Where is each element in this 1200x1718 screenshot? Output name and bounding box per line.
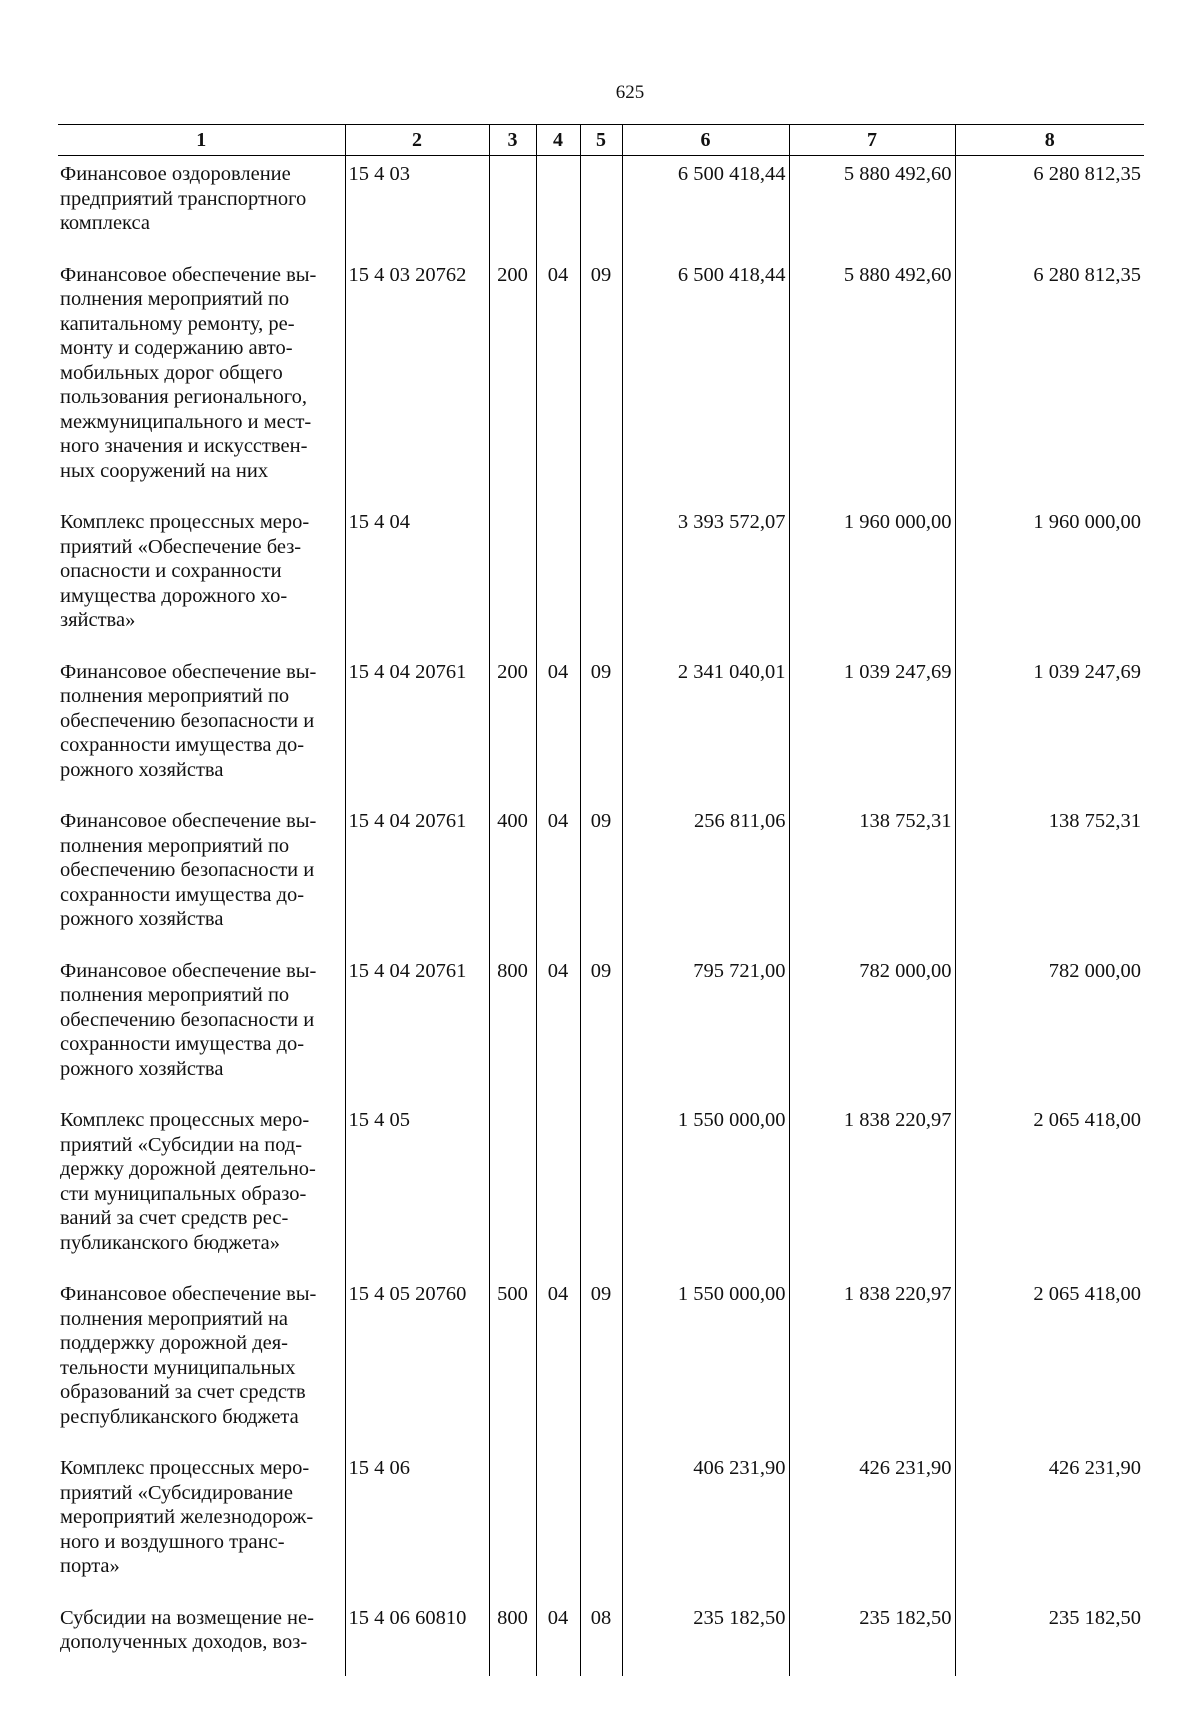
row-amount-year2-cell: 426 231,90	[789, 1450, 955, 1600]
row-section-cell: 04	[536, 654, 580, 804]
row-expense-type-cell: 800	[489, 953, 536, 1103]
row-subsection-cell: 09	[580, 803, 622, 953]
row-amount-year2-cell: 1 838 220,97	[789, 1102, 955, 1276]
row-expense-type-cell: 500	[489, 1276, 536, 1450]
table-row	[58, 1600, 1144, 1676]
col-header-5: 5	[580, 125, 622, 156]
row-code-cell: 15 4 04	[345, 504, 489, 654]
table-row	[58, 953, 1144, 1103]
row-amount-year1-cell: 235 182,50	[622, 1600, 789, 1676]
row-amount-year3-cell: 138 752,31	[955, 803, 1144, 953]
row-subsection-cell: 08	[580, 1600, 622, 1676]
row-expense-type-cell	[489, 504, 536, 654]
row-code-cell: 15 4 05	[345, 1102, 489, 1276]
row-code-cell: 15 4 06 60810	[345, 1600, 489, 1676]
table-row	[58, 156, 1144, 257]
row-expense-type-cell: 200	[489, 654, 536, 804]
row-name-cell: Финансовое обеспечение вы- полнения мероприятий по обеспечению безопасности и сохранности имущества до- рожного хозяйства	[60, 660, 317, 781]
row-amount-year2-cell: 1 838 220,97	[789, 1276, 955, 1450]
row-subsection-cell: 09	[580, 257, 622, 505]
row-section-cell	[536, 1450, 580, 1600]
row-amount-year3-cell: 782 000,00	[955, 953, 1144, 1103]
row-name-cell: Финансовое обеспечение вы- полнения мероприятий по капитальному ремонту, ре- монту и содержанию авто- мобильных дорог общего пользования регионального, межмуниципального и мест- ного значения и искусствен- ных сооружений на них	[60, 263, 317, 482]
row-expense-type-cell	[489, 1102, 536, 1276]
row-section-cell	[536, 504, 580, 654]
row-amount-year1-cell: 6 500 418,44	[622, 257, 789, 505]
col-header-8: 8	[955, 125, 1144, 156]
row-amount-year2-cell: 5 880 492,60	[789, 156, 955, 257]
row-name-cell: Финансовое обеспечение вы- полнения мероприятий по обеспечению безопасности и сохранности имущества до- рожного хозяйства	[60, 959, 317, 1080]
row-amount-year2-cell: 235 182,50	[789, 1600, 955, 1676]
col-header-2: 2	[345, 125, 489, 156]
row-amount-year3-cell: 2 065 418,00	[955, 1102, 1144, 1276]
table-row	[58, 1450, 1144, 1600]
row-section-cell: 04	[536, 953, 580, 1103]
row-section-cell	[536, 156, 580, 257]
row-subsection-cell: 09	[580, 953, 622, 1103]
row-code-cell: 15 4 03 20762	[345, 257, 489, 505]
row-amount-year2-cell: 1 960 000,00	[789, 504, 955, 654]
row-subsection-cell	[580, 504, 622, 654]
row-name-cell: Комплекс процессных меро- приятий «Субсидирование мероприятий железнодорож- ного и воздушного транс- порта»	[60, 1457, 314, 1577]
page-number: 625	[615, 82, 645, 103]
row-subsection-cell	[580, 1102, 622, 1276]
row-code-cell: 15 4 06	[345, 1450, 489, 1600]
row-amount-year2-cell: 5 880 492,60	[789, 257, 955, 505]
row-code-cell: 15 4 03	[345, 156, 489, 257]
row-name-cell: Комплекс процессных меро- приятий «Обеспечение без- опасности и сохранности имущества дорожного хо- зяйства»	[60, 511, 310, 631]
table-row	[58, 803, 1144, 953]
row-section-cell	[536, 1102, 580, 1276]
row-code-cell: 15 4 04 20761	[345, 654, 489, 804]
row-amount-year1-cell: 1 550 000,00	[622, 1276, 789, 1450]
row-subsection-cell	[580, 156, 622, 257]
row-name-cell: Финансовое обеспечение вы- полнения мероприятий по обеспечению безопасности и сохранности имущества до- рожного хозяйства	[60, 810, 317, 930]
row-amount-year2-cell: 138 752,31	[789, 803, 955, 953]
header-row	[58, 125, 1144, 156]
col-header-4: 4	[536, 125, 580, 156]
row-amount-year3-cell: 6 280 812,35	[955, 257, 1144, 505]
table-row	[58, 1276, 1144, 1450]
row-expense-type-cell	[489, 156, 536, 257]
row-amount-year1-cell: 1 550 000,00	[622, 1102, 789, 1276]
row-amount-year1-cell: 2 341 040,01	[622, 654, 789, 804]
col-header-7: 7	[789, 125, 955, 156]
row-expense-type-cell	[489, 1450, 536, 1600]
row-name-cell: Комплекс процессных меро- приятий «Субсидии на под- держку дорожной деятельно- сти муниципальных образо- ваний за счет средств рес- публиканского бюджета»	[60, 1109, 316, 1254]
table-row	[58, 654, 1144, 804]
row-amount-year1-cell: 6 500 418,44	[622, 156, 789, 257]
budget-table	[58, 124, 1144, 1676]
row-subsection-cell	[580, 1450, 622, 1600]
table-row	[58, 257, 1144, 505]
table-row	[58, 504, 1144, 654]
row-amount-year3-cell: 1 960 000,00	[955, 504, 1144, 654]
row-expense-type-cell: 400	[489, 803, 536, 953]
row-code-cell: 15 4 04 20761	[345, 953, 489, 1103]
row-amount-year1-cell: 256 811,06	[622, 803, 789, 953]
row-section-cell: 04	[536, 1600, 580, 1676]
row-subsection-cell: 09	[580, 654, 622, 804]
row-section-cell: 04	[536, 257, 580, 505]
row-name-cell: Финансовое оздоровление предприятий транспортного комплекса	[60, 163, 307, 234]
col-header-1: 1	[58, 125, 345, 156]
row-code-cell: 15 4 05 20760	[345, 1276, 489, 1450]
col-header-6: 6	[622, 125, 789, 156]
row-amount-year3-cell: 235 182,50	[955, 1600, 1144, 1676]
row-code-cell: 15 4 04 20761	[345, 803, 489, 953]
row-amount-year3-cell: 1 039 247,69	[955, 654, 1144, 804]
row-name-cell: Финансовое обеспечение вы- полнения мероприятий на поддержку дорожной дея- тельности муниципальных образований за счет средств республиканского бюджета	[60, 1283, 317, 1428]
row-amount-year2-cell: 782 000,00	[789, 953, 955, 1103]
row-amount-year3-cell: 2 065 418,00	[955, 1276, 1144, 1450]
row-amount-year1-cell: 3 393 572,07	[622, 504, 789, 654]
table-body	[58, 156, 1144, 1676]
row-section-cell: 04	[536, 803, 580, 953]
row-subsection-cell: 09	[580, 1276, 622, 1450]
row-amount-year3-cell: 6 280 812,35	[955, 156, 1144, 257]
row-expense-type-cell: 800	[489, 1600, 536, 1676]
row-section-cell: 04	[536, 1276, 580, 1450]
row-amount-year3-cell: 426 231,90	[955, 1450, 1144, 1600]
row-amount-year2-cell: 1 039 247,69	[789, 654, 955, 804]
table-row	[58, 1102, 1144, 1276]
row-amount-year1-cell: 795 721,00	[622, 953, 789, 1103]
col-header-3: 3	[489, 125, 536, 156]
row-amount-year1-cell: 406 231,90	[622, 1450, 789, 1600]
row-name-cell: Субсидии на возмещение не- дополученных доходов, воз-	[60, 1606, 314, 1653]
row-expense-type-cell: 200	[489, 257, 536, 505]
